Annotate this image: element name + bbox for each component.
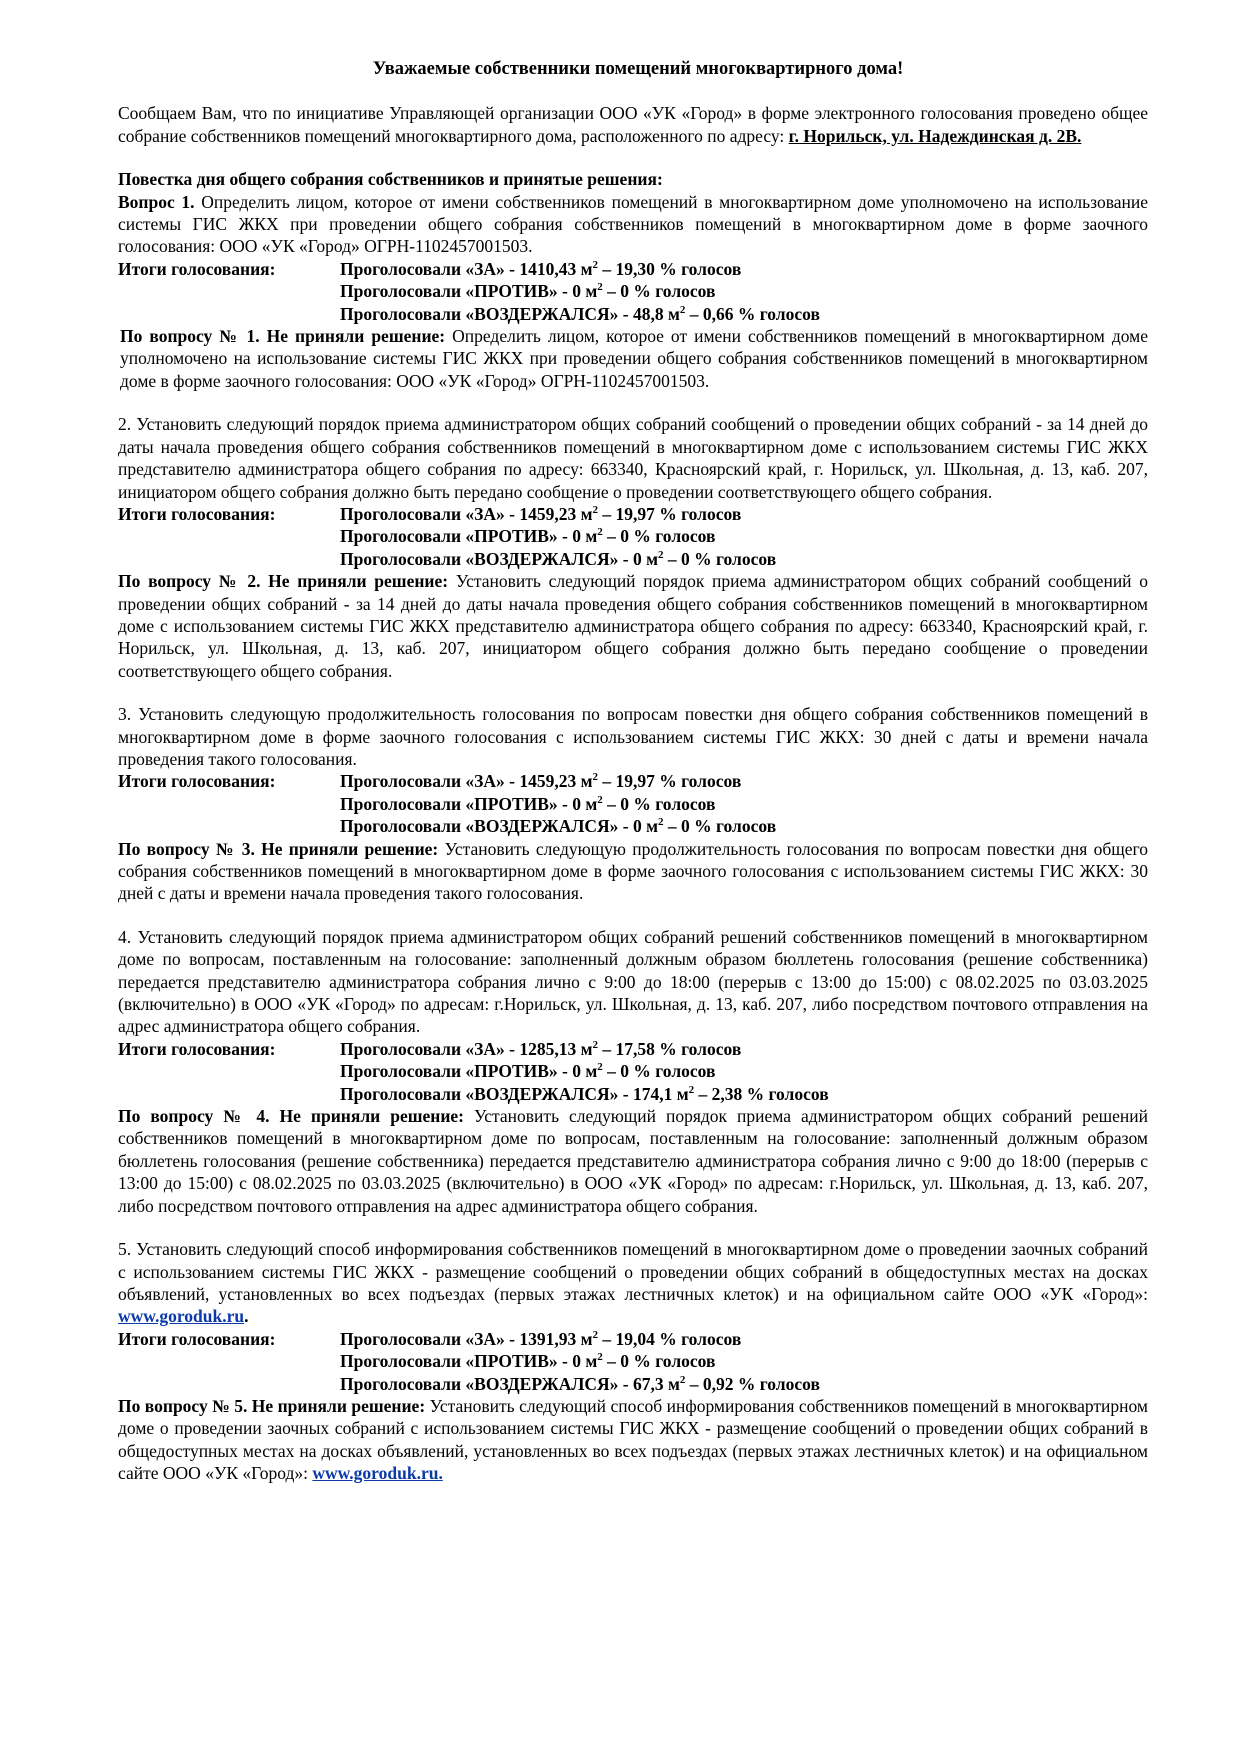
decision-lead: По вопросу № 3. Не приняли решение: [118,838,439,859]
website-link[interactable]: www.goroduk.ru. [312,1463,443,1484]
question-body: Определить лицом, которое от имени собственников помещений в многоквартирном доме уполномочено на использование системы ГИС ЖКХ при проведении общего собрания собственников помещений в многоквартирном доме в форме заочного голосования: ООО «УК «Город» ОГРН-1102457001503. [118,191,1148,257]
voting-results [118,258,1148,325]
question-block-5 [118,1238,1148,1484]
results-label: Итоги голосования: [118,771,276,792]
vote-abstain: Проголосовали «ВОЗДЕРЖАЛСЯ» - 0 $м^2 - 0$ % голосов [340,816,777,837]
voting-results [118,1328,1148,1395]
vote-against: Проголосовали «ПРОТИВ» - 0 $м^2 - 0$ % голосов [340,1351,716,1372]
website-link[interactable]: www.goroduk.ru [118,1306,245,1327]
decision-lead: По вопросу № 5. Не приняли решение: [118,1395,426,1416]
decision-body: Установить следующую продолжительность голосования по вопросам повестки дня общего собрания собственников помещений в многоквартирном доме в форме заочного голосования с использованием системы ГИС ЖКХ: 30 дней с даты и времени начала проведения такого голосования. [118,838,1149,904]
decision-text [118,838,1148,905]
question-body: 5. Установить следующий способ информирования собственников помещений в многоквартирном доме о проведении заочных собраний с использованием системы ГИС ЖКХ - размещение сообщений о проведении общих собраний в общедоступных местах на досках объявлений, установленных во всех подъездах (первых этажах лестничных клеток) и на официальном сайте ООО «УК «Город»: [118,1239,1148,1304]
vote-abstain: Проголосовали «ВОЗДЕРЖАЛСЯ» - 67,3 $м^2 - 0,92$ % голосов [340,1373,820,1394]
decision-lead: По вопросу № 4. Не приняли решение: [118,1106,465,1127]
decision-lead: По вопросу № 1. Не приняли решение: [120,326,446,347]
vote-abstain: Проголосовали «ВОЗДЕРЖАЛСЯ» - 0 $м^2 - 0$ % голосов [340,548,777,569]
page-title: Уважаемые собственники помещений многоквартирного дома! [372,59,904,79]
vote-abstain: Проголосовали «ВОЗДЕРЖАЛСЯ» - 174,1 $м^2 - 2,38$ % голосов [340,1083,829,1104]
decision-text [118,1395,1148,1485]
question-block-2 [118,413,1148,682]
decision-text [118,570,1148,682]
vote-for: Проголосовали «ЗА» - 1459,23 $м^2 - 19,97$ % голосов [340,503,742,524]
decision-text [118,325,1148,392]
vote-for: Проголосовали «ЗА» - 1459,23 $м^2 - 19,97$ % голосов [340,771,742,792]
question-block-3 [118,703,1148,905]
results-label: Итоги голосования: [118,1038,276,1059]
voting-results [118,770,1148,837]
decision-body: Установить следующий способ информирования собственников помещений в многоквартирном доме о проведении заочных собраний с использованием системы ГИС ЖКХ - размещение сообщений о проведении общих собраний в общедоступных местах на досках объявлений, установленных во всех подъездах (первых этажах лестничных клеток) и на официальном сайте ООО «УК «Город»: [118,1395,1148,1484]
question-block-4 [118,926,1148,1217]
question-lead: Вопрос 1. [118,191,195,212]
question-block-1 [118,191,1148,393]
intro-paragraph [118,102,1148,147]
voting-results [118,503,1148,570]
decision-text [118,1105,1148,1217]
question-body: 3. Установить следующую продолжительность голосования по вопросам повестки дня общего собрания собственников помещений в многоквартирном доме в форме заочного голосования с использованием системы ГИС ЖКХ: 30 дней с даты и времени начала проведения такого голосования. [118,704,1148,769]
decision-body: Определить лицом, которое от имени собственников помещений в многоквартирном доме уполномочено на использование системы ГИС ЖКХ при проведении общего собрания собственников помещений в многоквартирном доме в форме заочного голосования: ООО «УК «Город» ОГРН-1102457001503. [120,326,1148,391]
vote-against: Проголосовали «ПРОТИВ» - 0 $м^2 - 0$ % голосов [340,1061,716,1082]
voting-results [118,1038,1148,1105]
vote-for: Проголосовали «ЗА» - 1285,13 $м^2 - 17,58$ % голосов [340,1038,742,1059]
decision-body: Установить следующий порядок приема администратором общих собраний решений собственников помещений в многоквартирном доме по вопросам, поставленным на голосование: заполненный должным образом бюллетень голосования (решение собственника) передается представителю администратора собрания лично с 9:00 до 18:00 (перерыв с 13:00 до 15:00) с 08.02.2025 по 03.03.2025 (включительно) в ООО «УК «Город» по адресам: г.Норильск, ул. Школьная, д. 13, каб. 207, либо посредством почтового отправления на адрес администратора общего собрания. [118,1106,1148,1216]
decision-body: Установить следующий порядок приема администратором общих собраний сообщений о проведении общих собраний - за 14 дней до даты начала проведения общего собрания собственников помещений в многоквартирном доме с использованием системы ГИС ЖКХ представителю администратора общего собрания по адресу: 663340, Красноярский край, г. Норильск, ул. Школьная, д. 13, каб. 207, инициатором общего собрания должно быть передано сообщение о проведении соответствующего общего собрания. [118,571,1149,681]
question-body: 2. Установить следующий порядок приема администратором общих собраний сообщений о проведении общих собраний - за 14 дней до даты начала проведения общего собрания собственников помещений в многоквартирном доме с использованием системы ГИС ЖКХ представителю администратора общего собрания по адресу: 663340, Красноярский край, г. Норильск, ул. Школьная, д. 13, каб. 207, инициатором общего собрания должно быть передано сообщение о проведении соответствующего общего собрания. [118,414,1148,502]
results-label: Итоги голосования: [118,1328,276,1349]
intro-address: г. Норильск, ул. Надеждинская д. 2В. [788,125,1082,146]
results-label: Итоги голосования: [118,503,276,524]
decision-lead: По вопросу № 2. Не приняли решение: [118,571,449,592]
vote-against: Проголосовали «ПРОТИВ» - 0 $м^2 - 0$ % голосов [340,281,716,302]
vote-for: Проголосовали «ЗА» - 1391,93 $м^2 - 19,04$ % голосов [340,1328,742,1349]
question-text [118,191,1148,258]
vote-for: Проголосовали «ЗА» - 1410,43 $м^2 - 19,30$ % голосов [340,258,742,279]
question-body: 4. Установить следующий порядок приема администратором общих собраний решений собственников помещений в многоквартирном доме по вопросам, поставленным на голосование: заполненный должным образом бюллетень голосования (решение собственника) передается представителю администратора собрания лично с 9:00 до 18:00 (перерыв с 13:00 до 15:00) с 08.02.2025 по 03.03.2025 (включительно) в ООО «УК «Город» по адресам: г.Норильск, ул. Школьная, д. 13, каб. 207, либо посредством почтового отправления на адрес администратора общего собрания. [118,926,1148,1037]
agenda-heading: Повестка дня общего собрания собственников и принятые решения: [118,169,663,190]
question-text: 5. Установить следующий способ информирования собственников помещений в многоквартирном доме о проведении заочных собраний с использованием системы ГИС ЖКХ - размещение сообщений о проведении общих собраний в общедоступных местах на досках объявлений, установленных во всех подъездах (первых этажах лестничных клеток) и на официальном сайте ООО «УК «Город»: www.goroduk.ru. [118,1239,1148,1327]
vote-against: Проголосовали «ПРОТИВ» - 0 $м^2 - 0$ % голосов [340,526,716,547]
intro-text: Сообщаем Вам, что по инициативе Управляющей организации ООО «УК «Город» в форме электронного голосования проведено общее собрание собственников помещений многоквартирного дома, расположенного по адресу: [118,103,1148,146]
vote-abstain: Проголосовали «ВОЗДЕРЖАЛСЯ» - 48,8 $м^2 - 0,66$ % голосов [340,303,820,324]
vote-against: Проголосовали «ПРОТИВ» - 0 $м^2 - 0$ % голосов [340,793,716,814]
results-label: Итоги голосования: [118,258,276,279]
